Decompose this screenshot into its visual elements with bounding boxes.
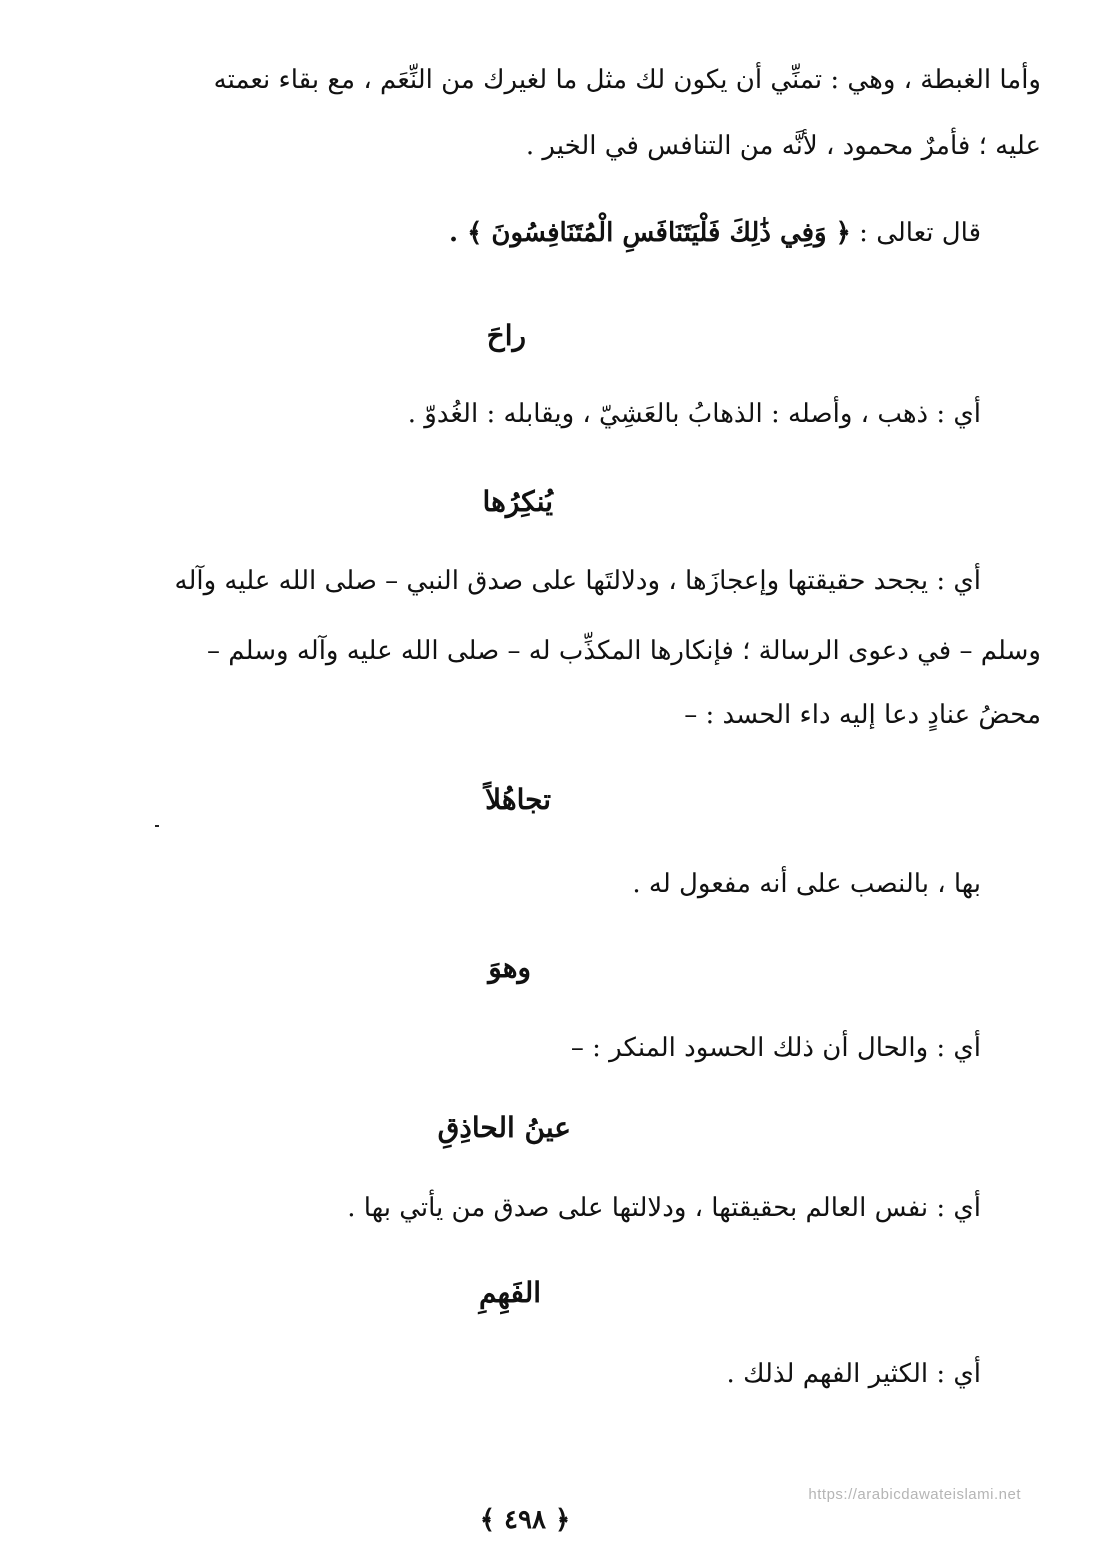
tajahulan-explanation: بها ، بالنصب على أنه مفعول له . bbox=[632, 869, 981, 899]
heading-yunkiruha: يُنكِرُها bbox=[482, 485, 553, 518]
raah-explanation: أي : ذهب ، وأصله : الذهابُ بالعَشِيّ ، ويقابله : الغُدوّ . bbox=[407, 399, 981, 429]
heading-raah: راحَ bbox=[486, 319, 526, 352]
page-number: ﴿ ٤٩٨ ﴾ bbox=[479, 1505, 571, 1535]
ayn-explanation: أي : نفس العالم بحقيقتها ، ودلالتها على صدق من يأتي بها . bbox=[347, 1193, 981, 1223]
ghibta-line-1: وأما الغبطة ، وهي : تمنِّي أن يكون لك مثل ما لغيرك من النِّعَم ، مع بقاء نعمته bbox=[213, 65, 1041, 95]
quran-citation bbox=[449, 215, 981, 251]
yunkiruha-line-2: وسلم – في دعوى الرسالة ؛ فإنكارها المكذِّب له – صلى الله عليه وآله وسلم – bbox=[207, 636, 1041, 666]
ghibta-line-2: عليه ؛ فأمرٌ محمود ، لأنَّه من التنافس في الخير . bbox=[525, 131, 1041, 161]
quran-verse: ﴿ وَفِي ذَٰلِكَ فَلْيَتَنَافَسِ الْمُتَنَافِسُونَ ﴾ . bbox=[448, 218, 851, 248]
quran-intro: قال تعالى : bbox=[859, 218, 981, 248]
heading-tajahulan: تجاهُلاً bbox=[485, 783, 551, 816]
yunkiruha-line-3: محضُ عنادٍ دعا إليه داء الحسد : – bbox=[684, 700, 1041, 730]
yunkiruha-line-1: أي : يجحد حقيقتها وإعجازَها ، ودلالتَها على صدق النبي – صلى الله عليه وآله bbox=[174, 566, 981, 596]
heading-al-fahim: الفَهِمِ bbox=[478, 1276, 541, 1309]
fahim-explanation: أي : الكثير الفهم لذلك . bbox=[726, 1359, 981, 1389]
scan-speck bbox=[155, 825, 159, 827]
source-watermark: https://arabicdawateislami.net bbox=[808, 1486, 1021, 1503]
wahuwa-explanation: أي : والحال أن ذلك الحسود المنكر : – bbox=[570, 1033, 981, 1063]
heading-wahuwa: وهوَ bbox=[488, 951, 531, 984]
heading-ayn-al-hadhiq: عينُ الحاذِقِ bbox=[437, 1111, 571, 1144]
